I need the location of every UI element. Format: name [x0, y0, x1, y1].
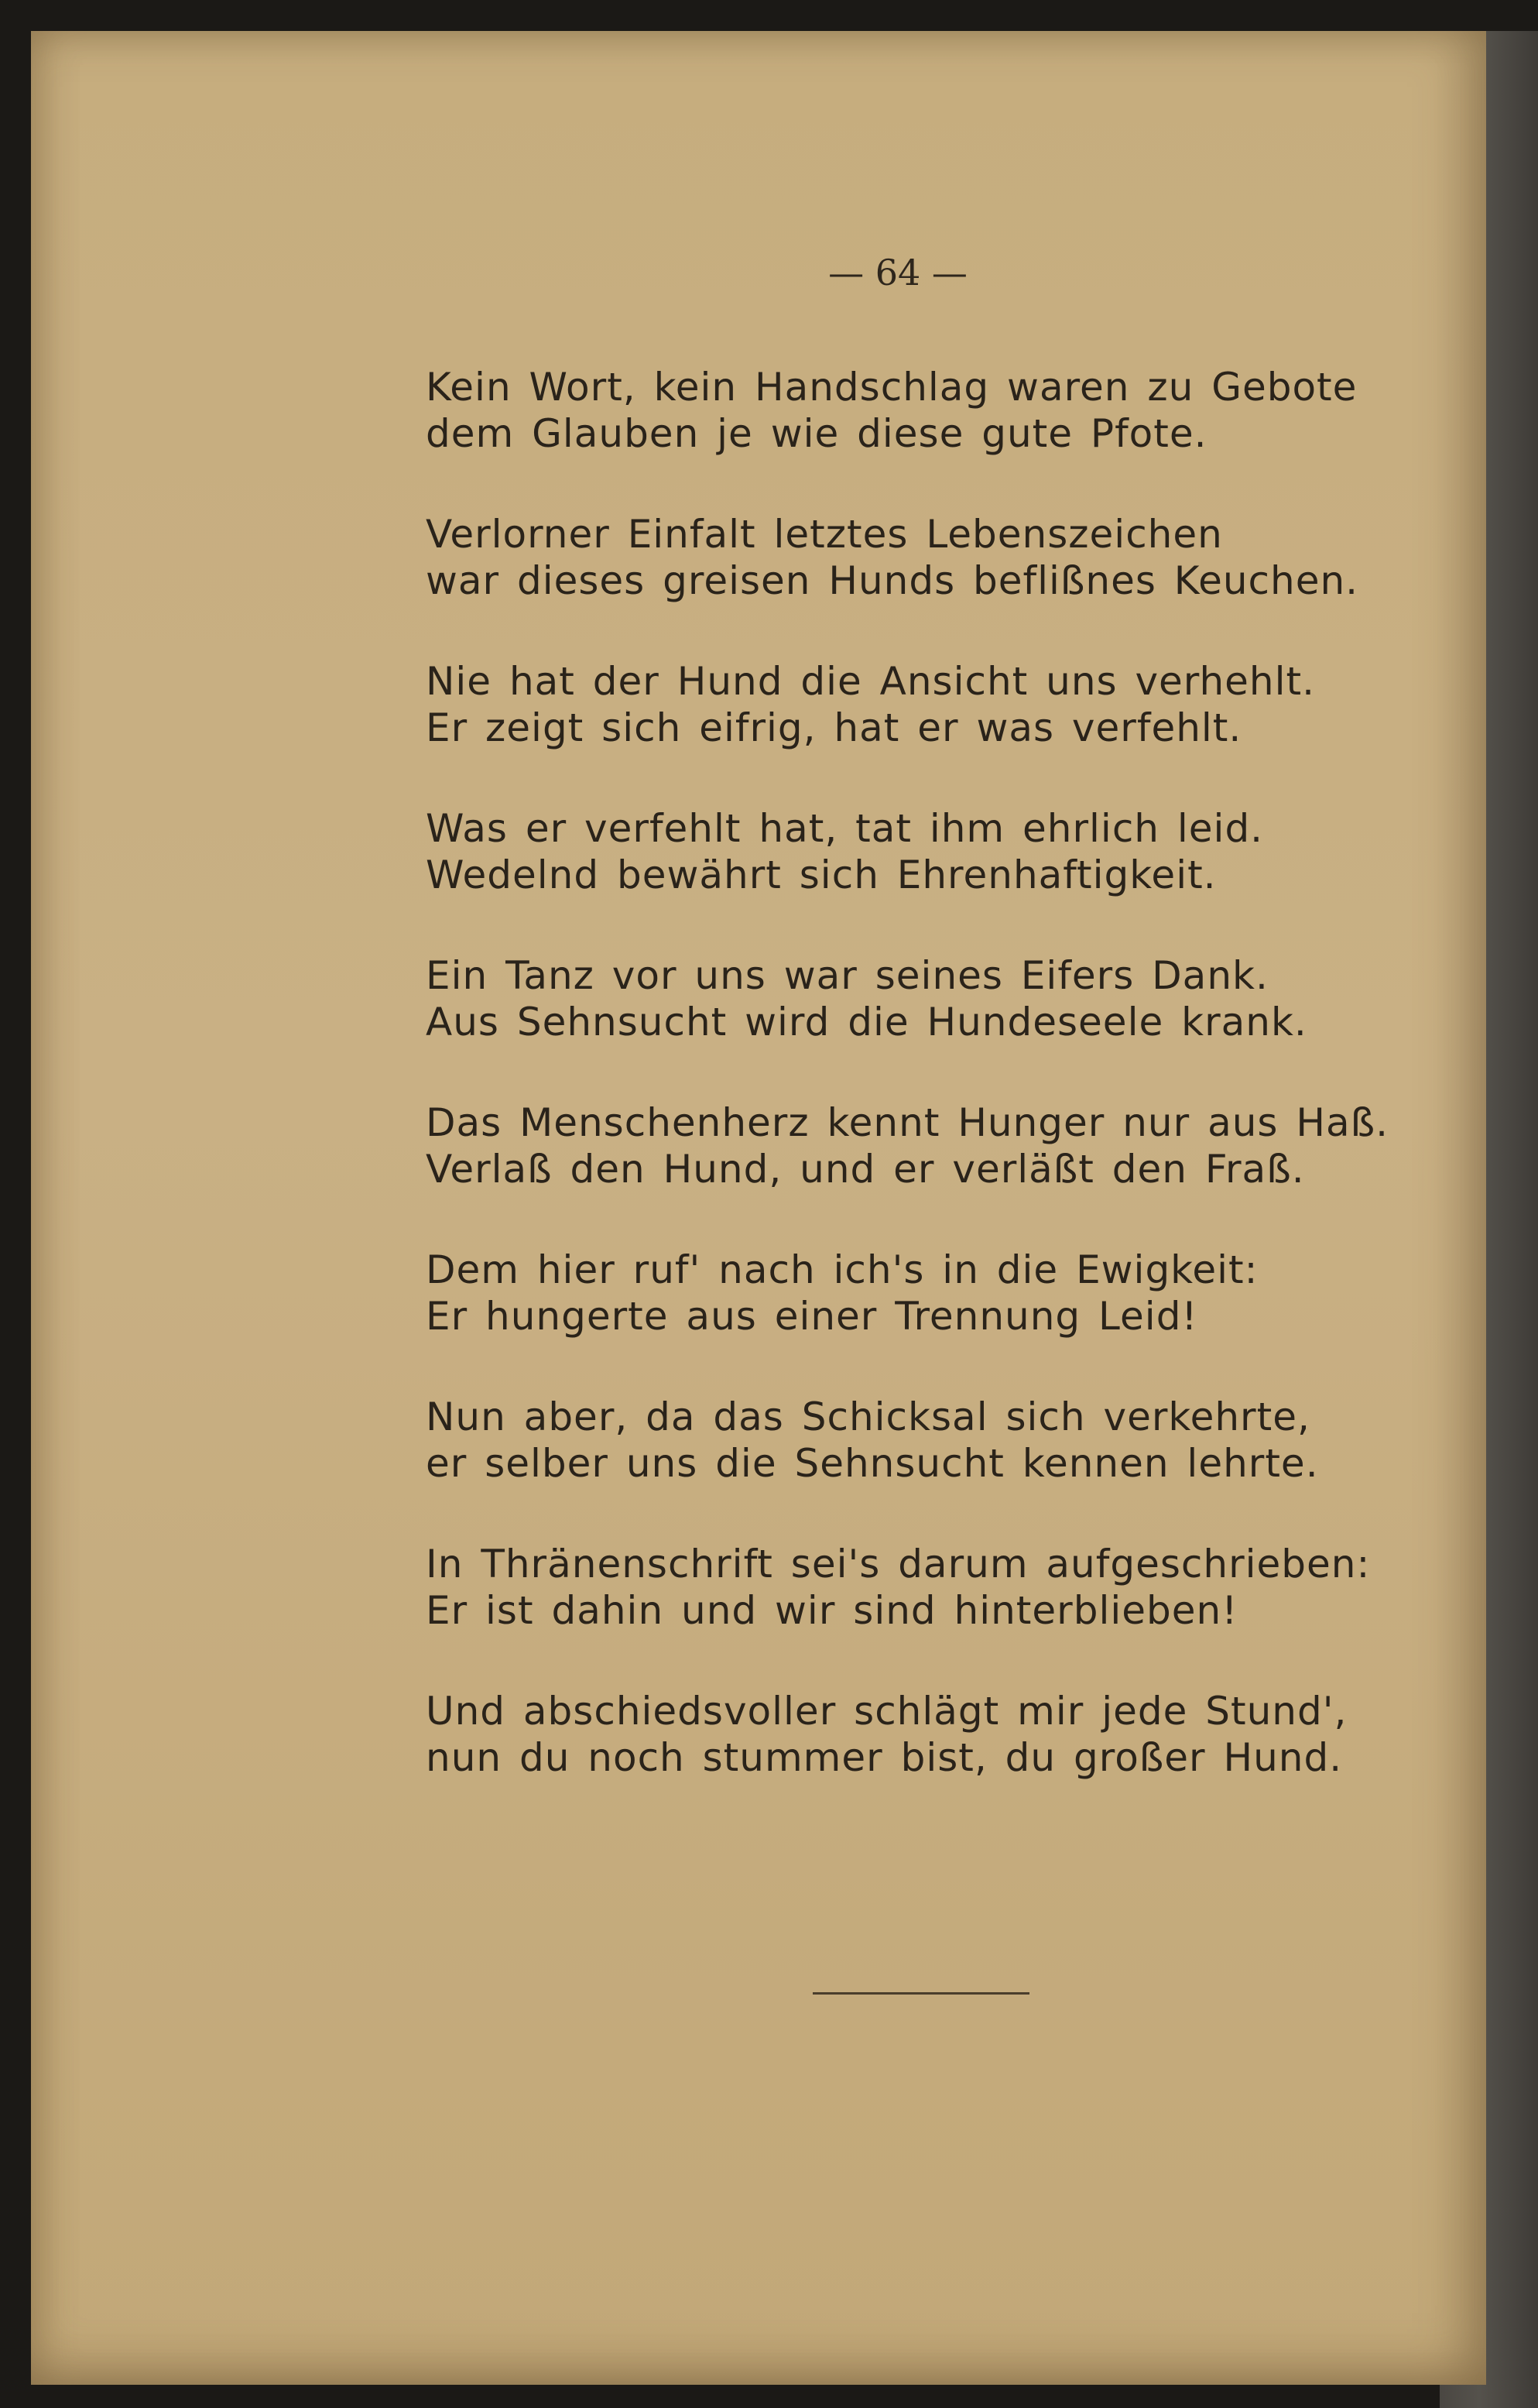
poem-line: Er zeigt sich eifrig, hat er was verfehlt. — [426, 705, 1242, 750]
end-rule — [813, 1992, 1029, 1995]
poem-line: In Thränenschrift sei's darum aufgeschrieben: — [426, 1542, 1371, 1586]
poem-line: Dem hier ruf' nach ich's in die Ewigkeit: — [426, 1247, 1259, 1292]
poem-line: Er hungerte aus einer Trennung Leid! — [426, 1294, 1198, 1339]
poem-line: Was er verfehlt hat, tat ihm ehrlich leid. — [426, 806, 1264, 851]
stanza-7 — [426, 1247, 1432, 1339]
stanza-3 — [426, 658, 1432, 751]
stanza-9 — [426, 1541, 1432, 1634]
stanza-8 — [426, 1394, 1432, 1487]
poem-line: dem Glauben je wie diese gute Pfote. — [426, 411, 1207, 456]
poem-line: nun du noch stummer bist, du großer Hund. — [426, 1735, 1343, 1780]
stanza-2 — [426, 511, 1432, 604]
stanza-6 — [426, 1099, 1432, 1192]
poem-line: er selber uns die Sehnsucht kennen lehrte. — [426, 1441, 1319, 1486]
poem-line: Wedelnd bewährt sich Ehrenhaftigkeit. — [426, 852, 1217, 897]
paper-page — [31, 31, 1486, 2385]
poem-line: Verlorner Einfalt letztes Lebenszeichen — [426, 512, 1223, 557]
poem-line: Er ist dahin und wir sind hinterblieben! — [426, 1588, 1238, 1633]
poem-line: Nie hat der Hund die Ansicht uns verhehlt. — [426, 659, 1316, 704]
poem-line: Aus Sehnsucht wird die Hundeseele krank. — [426, 1000, 1307, 1044]
poem — [426, 364, 1432, 1835]
poem-line: Nun aber, da das Schicksal sich verkehrte, — [426, 1394, 1310, 1439]
poem-line: Kein Wort, kein Handschlag waren zu Gebote — [426, 365, 1358, 410]
stanza-4 — [426, 805, 1432, 898]
page-number: — 64 — — [828, 252, 968, 293]
stanza-1 — [426, 364, 1432, 457]
stanza-10 — [426, 1688, 1432, 1781]
poem-line: war dieses greisen Hunds beflißnes Keuchen. — [426, 558, 1359, 603]
poem-line: Das Menschenherz kennt Hunger nur aus Haß. — [426, 1100, 1389, 1145]
poem-line: Und abschiedsvoller schlägt mir jede Stund', — [426, 1689, 1348, 1734]
poem-line: Verlaß den Hund, und er verläßt den Fraß. — [426, 1147, 1305, 1192]
poem-line: Ein Tanz vor uns war seines Eifers Dank. — [426, 953, 1269, 998]
stanza-5 — [426, 952, 1432, 1045]
